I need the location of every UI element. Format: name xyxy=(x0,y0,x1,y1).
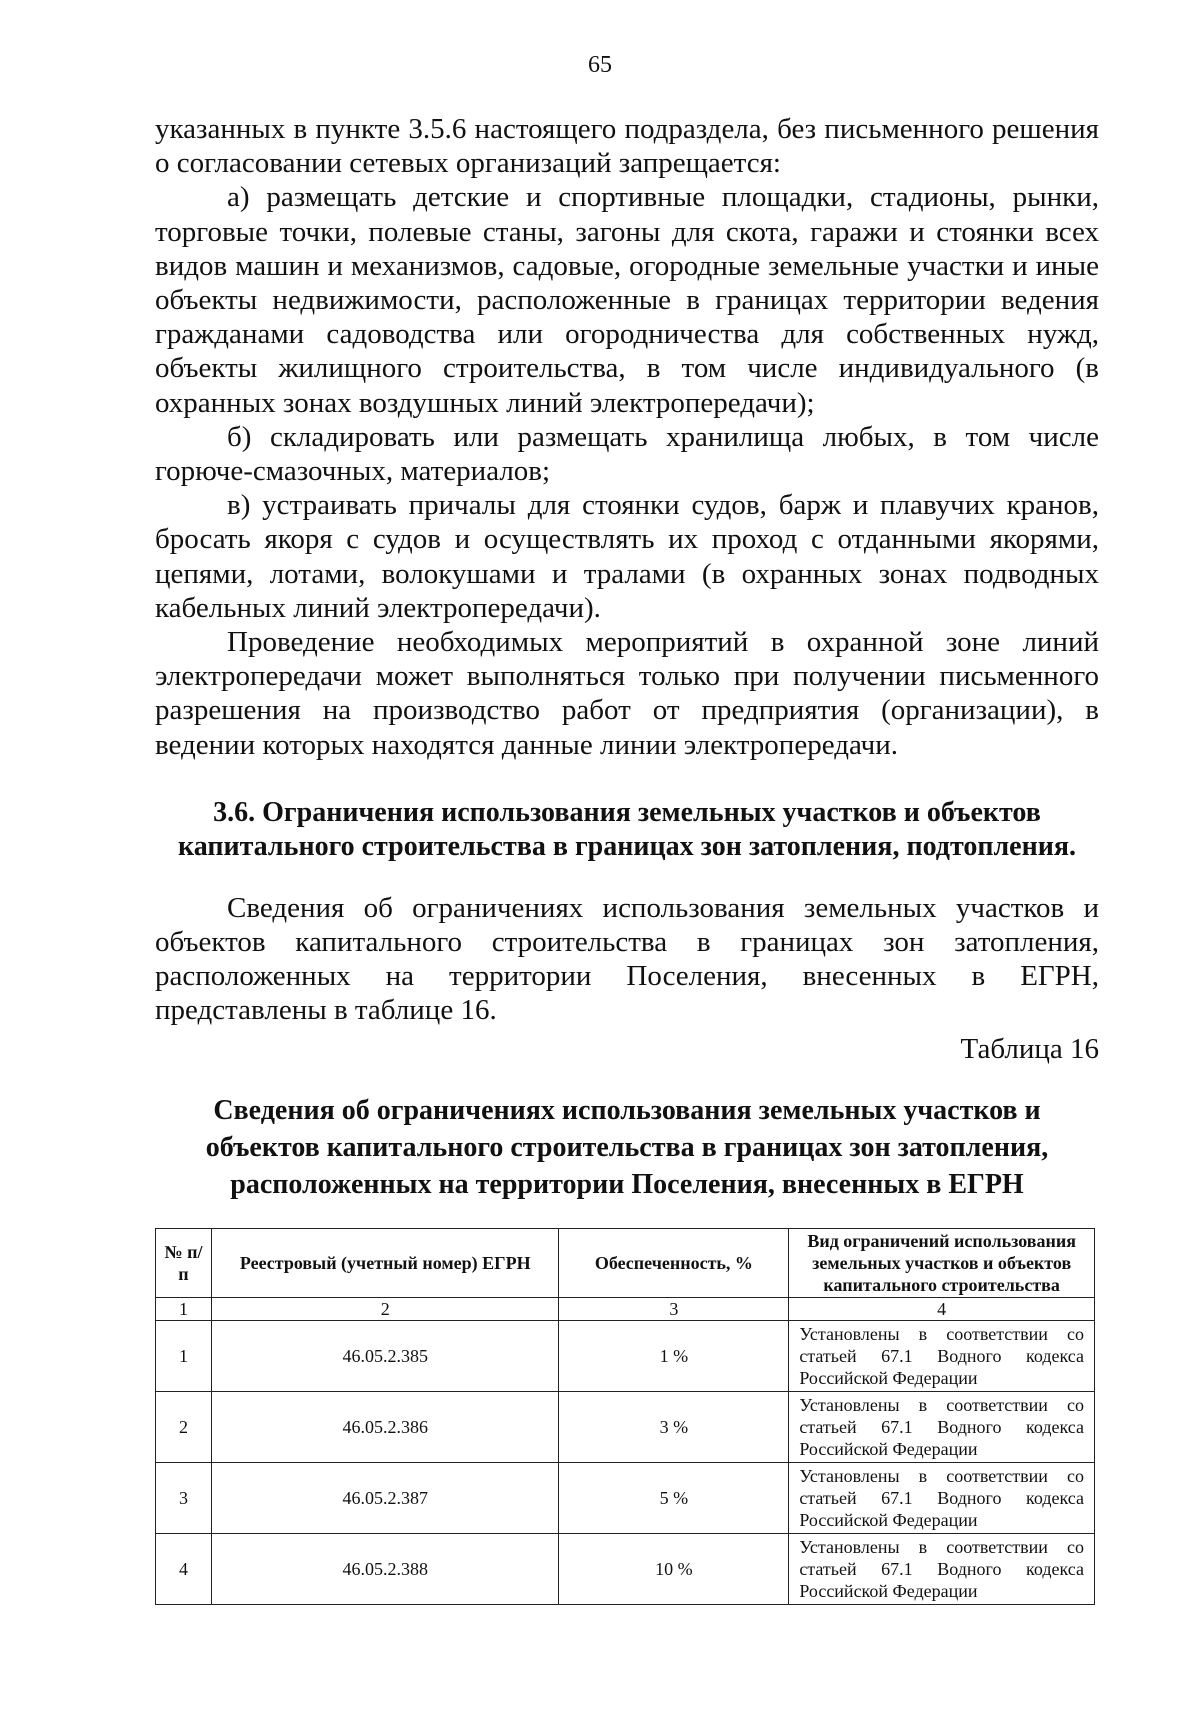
header-registry-number: Реестровый (учетный номер) ЕГРН xyxy=(211,1228,559,1297)
restriction-type: Установлены в соответствии со статьей 67.1 Водного кодекса Российской Федерации xyxy=(789,1391,1095,1462)
provision-percent: 10 % xyxy=(559,1533,789,1604)
row-number: 4 xyxy=(156,1533,212,1604)
row-number: 2 xyxy=(156,1391,212,1462)
table-row xyxy=(156,1462,1095,1533)
header-provision: Обеспеченность, % xyxy=(559,1228,789,1297)
row-number: 3 xyxy=(156,1462,212,1533)
restrictions-table xyxy=(155,1228,1095,1605)
restriction-type: Установлены в соответствии со статьей 67.1 Водного кодекса Российской Федерации xyxy=(789,1533,1095,1604)
header-restriction-type: Вид ограничений использования земельных участков и объектов капитального строительства xyxy=(789,1228,1095,1297)
column-number-row xyxy=(156,1297,1095,1320)
provision-percent: 3 % xyxy=(559,1391,789,1462)
restriction-type: Установлены в соответствии со статьей 67.1 Водного кодекса Российской Федерации xyxy=(789,1462,1095,1533)
section-paragraph: Сведения об ограничениях использования земельных участков и объектов капитального строительства в границах зон затопления, расположенных на территории Поселения, внесенных в ЕГРН, представлены в таблице 16. xyxy=(155,891,1099,1027)
paragraph: в) устраивать причалы для стоянки судов, барж и плавучих кранов, бросать якоря с судов и осуществлять их проход с отданными якорями, цепями, лотами, волокушами и тралами (в охранных зонах подводных кабельных линий электропередачи). xyxy=(155,489,1099,624)
body-text xyxy=(155,112,1099,1605)
section-heading: 3.6. Ограничения использования земельных участков и объектов капитального строительства в границах зон затопления, подтопления. xyxy=(177,796,1077,862)
row-number: 1 xyxy=(156,1320,212,1391)
column-number: 4 xyxy=(789,1297,1095,1320)
restriction-type: Установлены в соответствии со статьей 67.1 Водного кодекса Российской Федерации xyxy=(789,1320,1095,1391)
column-number: 3 xyxy=(559,1297,789,1320)
paragraph: б) складировать или размещать хранилища любых, в том числе горюче-смазочных, материалов; xyxy=(155,420,1099,488)
paragraph: а) размещать детские и спортивные площадки, стадионы, рынки, торговые точки, полевые станы, загоны для скота, гаражи и стоянки всех видов машин и механизмов, садовые, огородные земельные участки и иные объекты недвижимости, расположенные в границах территории ведения гражданами садоводства или огородничества для собственных нужд, объекты жилищного строительства, в том числе индивидуального (в охранных зонах воздушных линий электропередачи); xyxy=(155,181,1099,419)
registry-number: 46.05.2.385 xyxy=(211,1320,559,1391)
header-number: № п/п xyxy=(156,1228,212,1297)
paragraph: Проведение необходимых мероприятий в охранной зоне линий электропередачи может выполняться только при получении письменного разрешения на производство работ от предприятия (организации), в ведении которых находятся данные линии электропередачи. xyxy=(155,626,1099,761)
table-title: Сведения об ограничениях использования земельных участков и объектов капитального строительства в границах зон затопления, расположенных на территории Поселения, внесенных в ЕГРН xyxy=(205,1094,1049,1200)
registry-number: 46.05.2.388 xyxy=(211,1533,559,1604)
registry-number: 46.05.2.387 xyxy=(211,1462,559,1533)
registry-number: 46.05.2.386 xyxy=(211,1391,559,1462)
table-row xyxy=(156,1533,1095,1604)
provision-percent: 1 % xyxy=(559,1320,789,1391)
table-row xyxy=(156,1320,1095,1391)
table-row xyxy=(156,1391,1095,1462)
column-number: 1 xyxy=(156,1297,212,1320)
provision-percent: 5 % xyxy=(559,1462,789,1533)
page-number: 65 xyxy=(588,52,612,78)
table-header-row xyxy=(156,1228,1095,1297)
table-caption: Таблица 16 xyxy=(960,1032,1099,1065)
paragraph: указанных в пункте 3.5.6 настоящего подраздела, без письменного решения о согласовании сетевых организаций запрещается: xyxy=(155,113,1099,180)
column-number: 2 xyxy=(211,1297,559,1320)
